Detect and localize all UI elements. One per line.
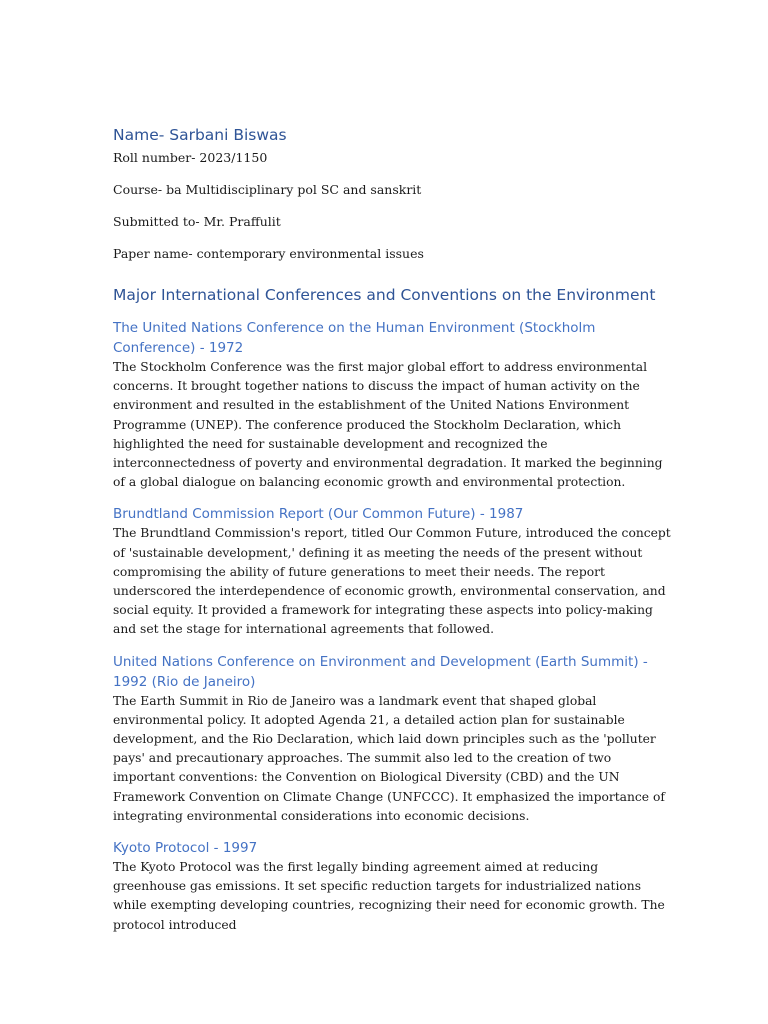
section-heading: United Nations Conference on Environment and Development (Earth Summit) - 1992 (Rio de Janeiro) (113, 653, 648, 690)
roll-number: Roll number- 2023/1150 (113, 150, 268, 165)
student-name: Name- Sarbani Biswas (113, 126, 287, 144)
section-heading: Kyoto Protocol - 1997 (113, 840, 258, 857)
course: Course- ba Multidisciplinary pol SC and sanskrit (113, 182, 422, 197)
section-body: The Earth Summit in Rio de Janeiro was a landmark event that shaped global environmental policy. It adopted Agenda 21, a detailed action plan for sustainable development, and the Rio Declaration, which laid down principles such as the 'polluter pays' and precautionary approaches. The summit also led to the creation of two important conventions: the Convention on Biological Diversity (CBD) and the UN Framework Convention on Climate Change (UNFCCC). It emphasized the importance of integrating environmental considerations into economic decisions. (113, 693, 665, 823)
section-body: The Stockholm Conference was the first major global effort to address environmental concerns. It brought together nations to discuss the impact of human activity on the environment and resulted in the establishment of the United Nations Environment Programme (UNEP). The conference produced the Stockholm Declaration, which highlighted the need for sustainable development and recognized the interconnectedness of poverty and environmental degradation. It marked the beginning of a global dialogue on balancing economic growth and environmental protection. (113, 360, 663, 490)
section-body: The Kyoto Protocol was the first legally binding agreement aimed at reducing greenhouse gas emissions. It set specific reduction targets for industrialized nations while exempting developing countries, recognizing their need for economic growth. The protocol introduced (113, 860, 665, 932)
submitted-to: Submitted to- Mr. Praffulit (113, 214, 281, 229)
main-heading: Major International Conferences and Conventions on the Environment (113, 286, 656, 304)
section-heading: Brundtland Commission Report (Our Common Future) - 1987 (113, 506, 524, 523)
section-body: The Brundtland Commission's report, titled Our Common Future, introduced the concept of 'sustainable development,' defining it as meeting the needs of the present without compromising the ability of future generations to meet their needs. The report underscored the interdependence of economic growth, environmental conservation, and social equity. It provided a framework for integrating these aspects into policy-making and set the stage for international agreements that followed. (113, 526, 671, 637)
paper-name: Paper name- contemporary environmental issues (113, 246, 424, 261)
section-heading: The United Nations Conference on the Human Environment (Stockholm Conference) - 1972 (113, 320, 596, 356)
document-content (113, 124, 673, 935)
